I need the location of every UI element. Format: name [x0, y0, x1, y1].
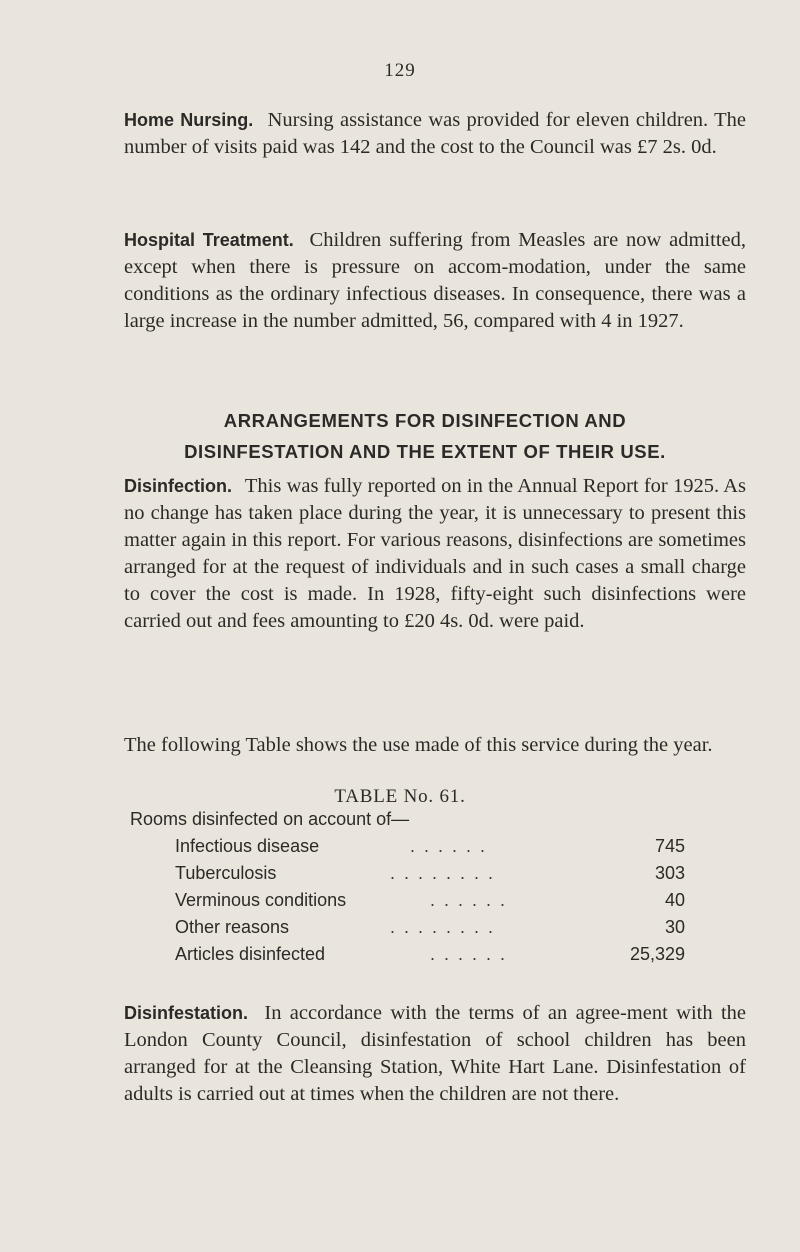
- table-row: [175, 836, 685, 862]
- leader-dots: . . . . . . . .: [390, 863, 496, 883]
- leader-dots: . . . . . .: [430, 890, 508, 910]
- table-row: [175, 890, 685, 916]
- hospital-treatment-paragraph: [124, 227, 746, 335]
- table-intro-paragraph: [124, 732, 746, 759]
- row-label: Infectious disease: [175, 836, 320, 856]
- row-label: Verminous conditions: [175, 890, 347, 910]
- row-value: 30: [664, 917, 685, 937]
- table-row: [175, 944, 685, 970]
- home-nursing-text: Nursing assistance was provided for eleven children. The number of visits paid was 142 and the cost to the Council was £7 2s. 0d.: [124, 109, 747, 158]
- row-value: 303: [654, 863, 685, 883]
- page-number: 129: [384, 60, 416, 81]
- table-row: [175, 917, 685, 943]
- table-heading: Rooms disinfected on account of—: [130, 809, 410, 829]
- leader-dots: . . . . . .: [410, 836, 488, 856]
- disinfection-paragraph: [124, 473, 746, 635]
- disinfestation-paragraph: [124, 1000, 746, 1108]
- leader-dots: . . . . . .: [430, 944, 508, 964]
- table-intro-text: The following Table shows the use made of this service during the year.: [124, 734, 713, 756]
- disinfection-text: This was fully reported on in the Annual Report for 1925. As no change has taken place during the year, it is unnecessary to present this matter again in this report. For various reasons, disinfections are sometimes arranged for at the request of individuals and in such cases a small charge to cover the cost is made. In 1928, fifty-eight such disinfections were carried out and fees amounting to £20 4s. 0d. were paid.: [124, 475, 746, 632]
- hospital-treatment-text: Children suffering from Measles are now admitted, except when there is pressure on accom-modation, under the same conditions as the ordinary infectious diseases. In consequence, there was a large increase in the number admitted, 56, compared with 4 in 1927.: [124, 229, 746, 332]
- hospital-treatment-heading: Hospital Treatment.: [124, 230, 294, 250]
- row-label: Tuberculosis: [175, 863, 277, 883]
- home-nursing-paragraph: [124, 107, 746, 161]
- row-value: 745: [654, 836, 685, 856]
- row-value: 40: [664, 890, 685, 910]
- disinfection-heading: Disinfection.: [124, 476, 233, 496]
- disinfestation-text: In accordance with the terms of an agree-ment with the London County Council, disinfestation of school children has been arranged for at the Cleansing Station, White Hart Lane. Disinfestation of adults is carried out at times when the children are not there.: [124, 1002, 746, 1105]
- section-title: [110, 405, 740, 467]
- row-value: 25,329: [629, 944, 685, 964]
- table-row: [175, 863, 685, 889]
- table-title: TABLE No. 61.: [334, 786, 466, 807]
- home-nursing-heading: Home Nursing.: [124, 110, 254, 130]
- row-label: Articles disinfected: [175, 944, 326, 964]
- row-label: Other reasons: [175, 917, 290, 937]
- disinfestation-heading: Disinfestation.: [124, 1003, 249, 1023]
- section-title-line-2: DISINFESTATION AND THE EXTENT OF THEIR USE.: [184, 441, 666, 462]
- leader-dots: . . . . . . . .: [390, 917, 496, 937]
- section-title-line-1: ARRANGEMENTS FOR DISINFECTION AND: [223, 410, 627, 431]
